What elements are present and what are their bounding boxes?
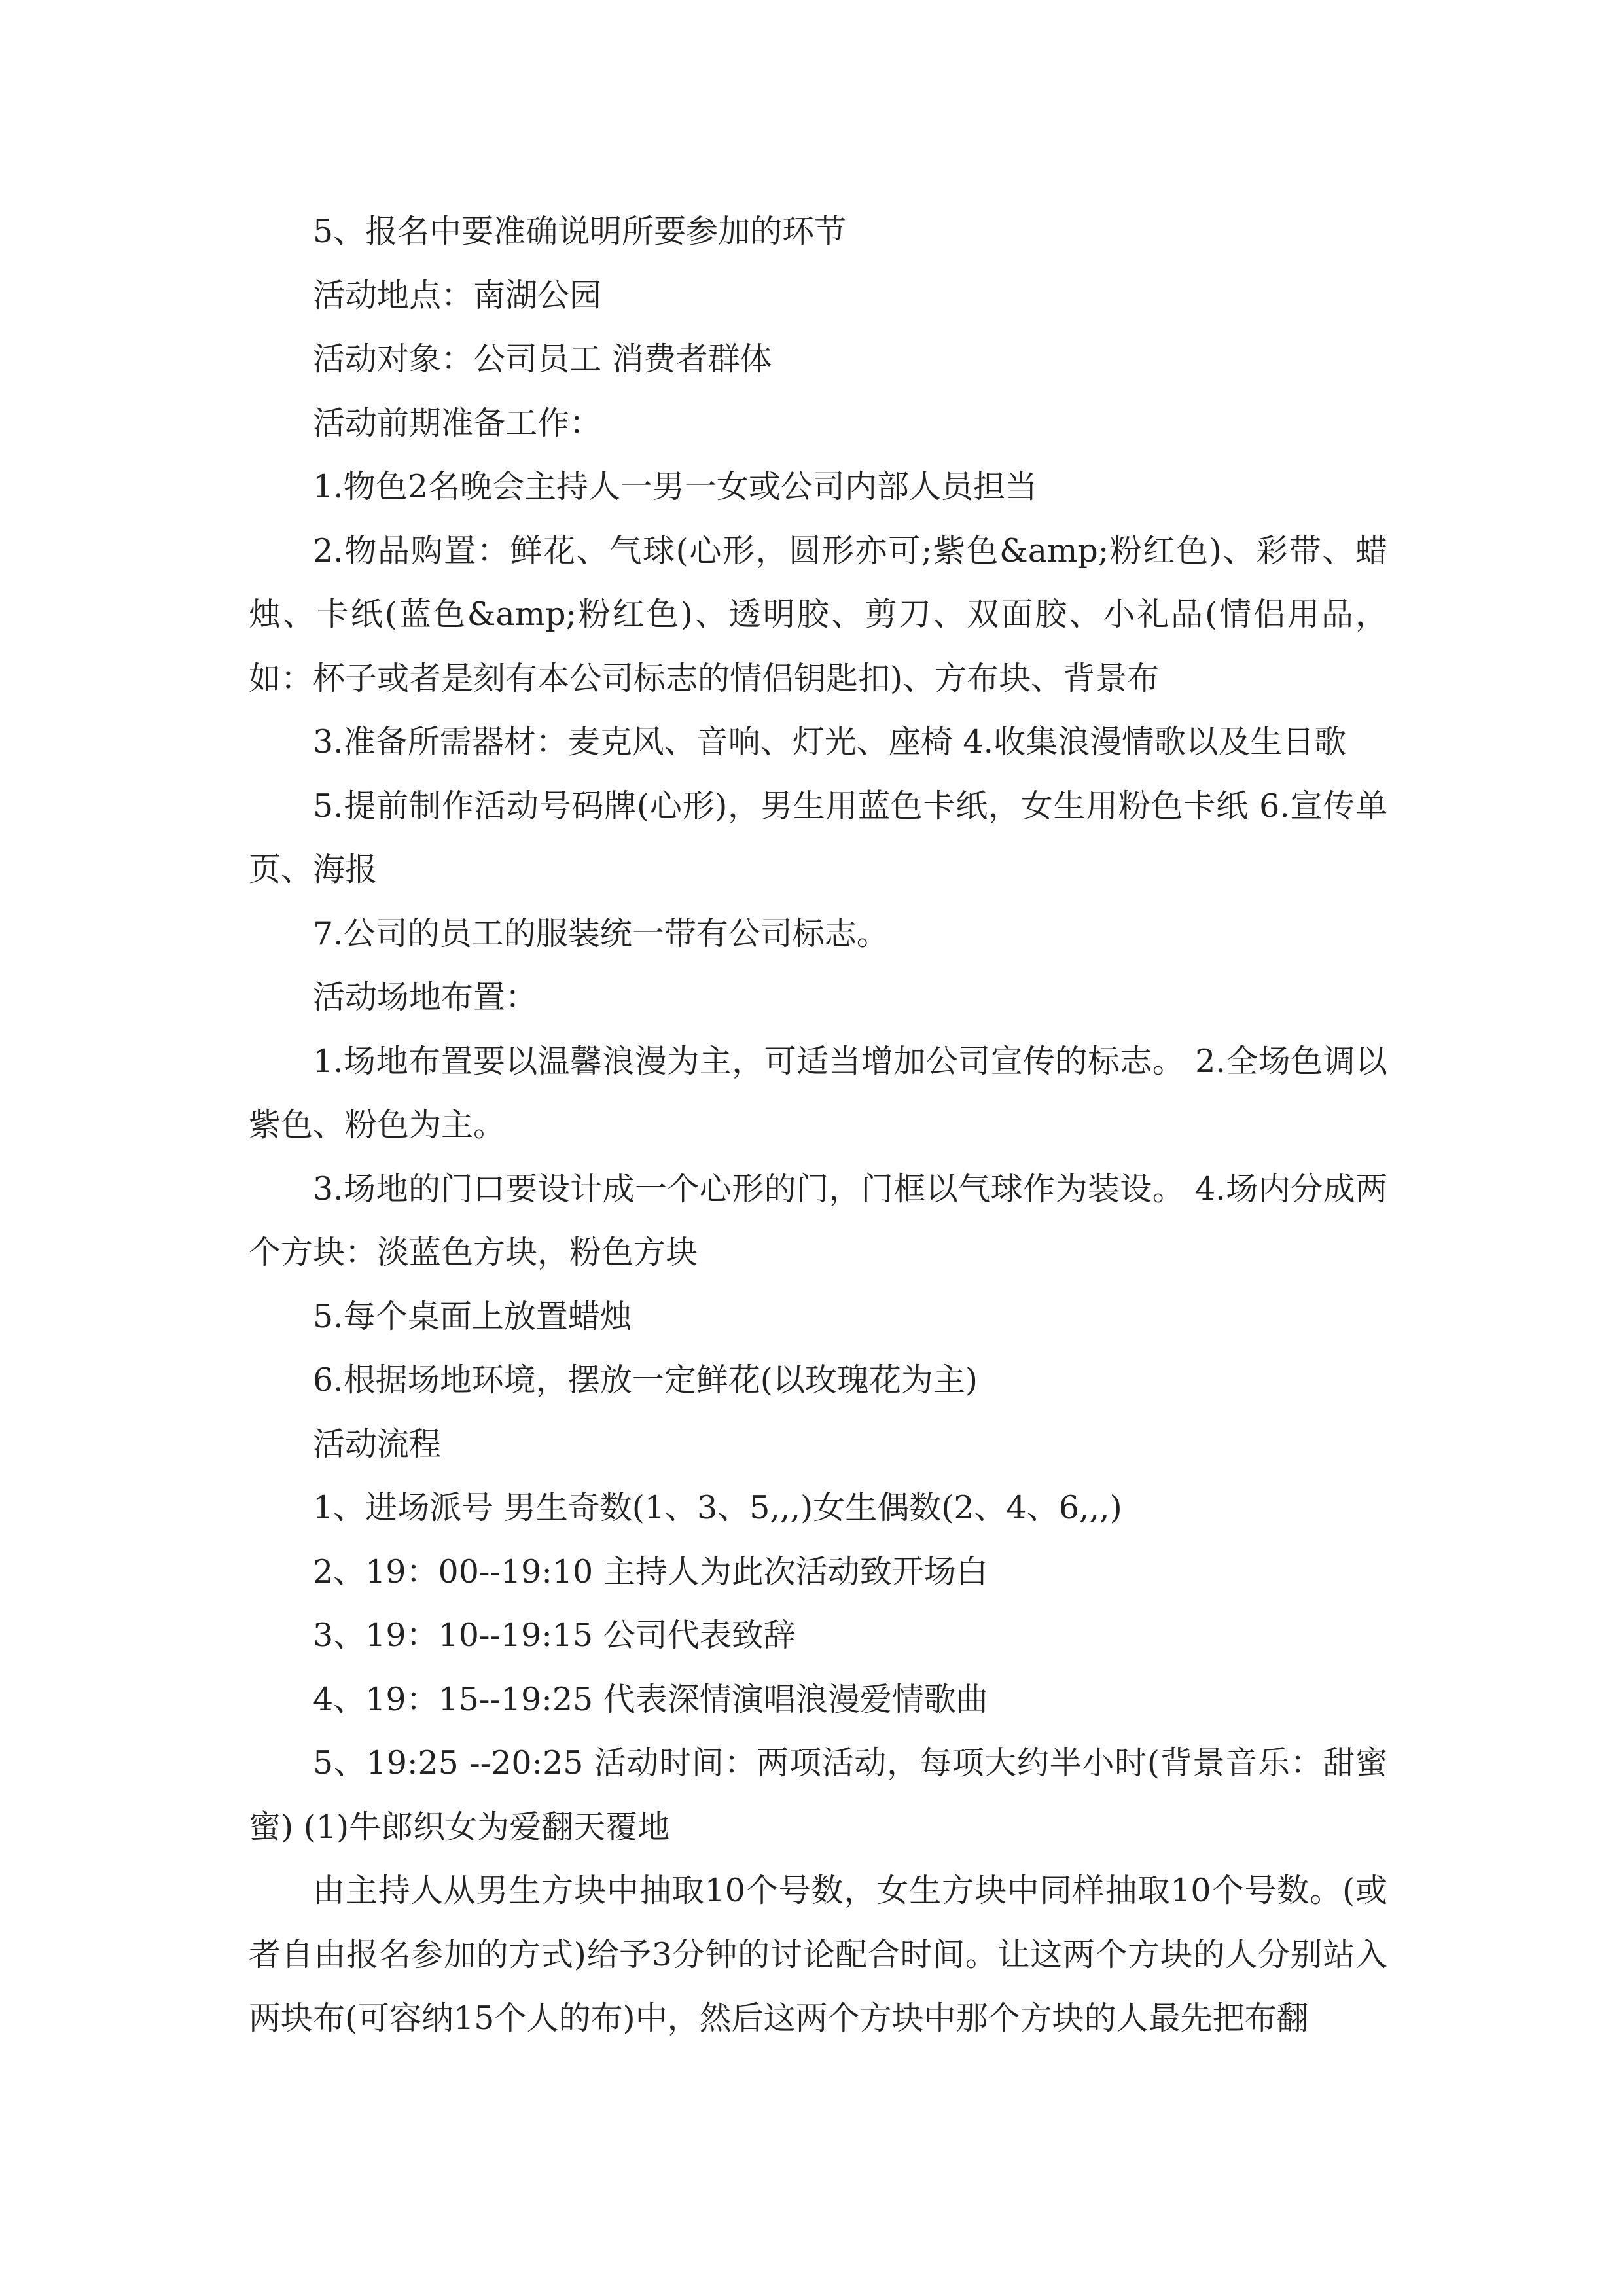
paragraph: 3、19：10--19:15 公司代表致辞	[313, 1617, 796, 1654]
paragraph: 4、19：15--19:25 代表深情演唱浪漫爱情歌曲	[313, 1680, 988, 1718]
paragraph: 1、进场派号 男生奇数(1、3、5,,,)女生偶数(2、4、6,,,)	[313, 1489, 1122, 1526]
paragraph: 活动前期准备工作：	[313, 404, 602, 442]
paragraph: 活动场地布置：	[313, 978, 538, 1016]
paragraph: 1.场地布置要以温馨浪漫为主，可适当增加公司宣传的标志。 2.全场色调以紫色、粉色为主。	[249, 1042, 1387, 1143]
paragraph: 2.物品购置：鲜花、气球(心形，圆形亦可;紫色&amp;粉红色)、彩带、蜡烛、卡纸(蓝色&amp;粉红色)、透明胶、剪刀、双面胶、小礼品(情侣用品，如：杯子或者是刻有本公司标志的情侣钥匙扣)、方布块、背景布	[249, 531, 1387, 697]
paragraph: 5、19:25 --20:25 活动时间：两项活动，每项大约半小时(背景音乐：甜蜜蜜) (1)牛郎织女为爱翻天覆地	[249, 1744, 1387, 1846]
paragraph: 3.准备所需器材：麦克风、音响、灯光、座椅 4.收集浪漫情歌以及生日歌	[313, 723, 1347, 761]
paragraph: 5.每个桌面上放置蜡烛	[313, 1297, 632, 1335]
paragraph: 2、19：00--19:10 主持人为此次活动致开场白	[313, 1552, 988, 1590]
paragraph: 活动流程	[313, 1425, 442, 1463]
paragraph: 活动对象：公司员工 消费者群体	[313, 340, 772, 378]
paragraph: 5、报名中要准确说明所要参加的环节	[313, 213, 847, 250]
paragraph: 5.提前制作活动号码牌(心形)，男生用蓝色卡纸，女生用粉色卡纸 6.宣传单页、海报	[249, 787, 1387, 888]
paragraph: 7.公司的员工的服装统一带有公司标志。	[313, 914, 889, 952]
paragraph: 1.物色2名晚会主持人一男一女或公司内部人员担当	[313, 468, 1037, 505]
paragraph: 活动地点：南湖公园	[313, 276, 602, 314]
paragraph: 由主持人从男生方块中抽取10个号数，女生方块中同样抽取10个号数。(或者自由报名参加的方式)给予3分钟的讨论配合时间。让这两个方块的人分别站入两块布(可容纳15个人的布)中，然后这两个方块中那个方块的人最先把布翻	[249, 1872, 1387, 2037]
paragraph: 3.场地的门口要设计成一个心形的门，门框以气球作为装设。 4.场内分成两个方块：淡蓝色方块，粉色方块	[249, 1170, 1387, 1271]
paragraph: 6.根据场地环境，摆放一定鲜花(以玫瑰花为主)	[313, 1361, 978, 1399]
body-text	[249, 200, 1387, 2051]
